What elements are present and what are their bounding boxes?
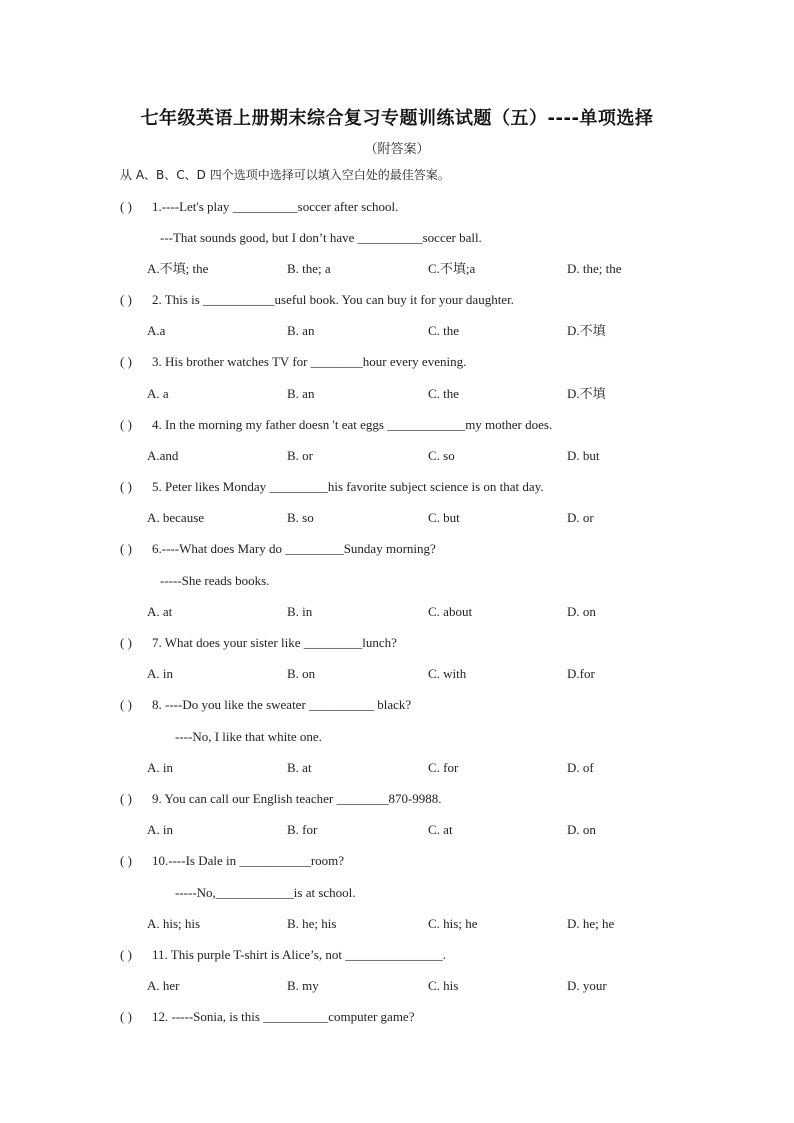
question-stem: 11. This purple T-shirt is Alice’s, not _______________. [152, 947, 446, 962]
page-subtitle: （附答案） [364, 142, 430, 157]
question-stem: 12. -----Sonia, is this __________computer game? [152, 1009, 415, 1024]
question-stem: 1.----Let's play __________soccer after school. [152, 199, 399, 214]
option-a: A.and [147, 448, 179, 463]
dialogue-text: ----No, I like that white one. [175, 729, 322, 744]
option-b: B. an [287, 323, 315, 338]
option-d: D.for [567, 666, 595, 681]
option-c: C.不填;a [428, 261, 476, 276]
answer-blank: ( ) [120, 417, 132, 432]
answer-blank: ( ) [120, 1009, 132, 1024]
answer-blank: ( ) [120, 697, 132, 712]
option-d: D. on [567, 604, 596, 619]
option-d: D. or [567, 510, 594, 525]
option-c: C. at [428, 822, 453, 837]
option-a: A.不填; the [147, 261, 209, 276]
option-a: A. his; his [147, 916, 201, 931]
option-b: B. for [287, 822, 318, 837]
option-a: A. at [147, 604, 173, 619]
option-d: D.不填 [567, 386, 606, 401]
question-stem: 4. In the morning my father doesn 't eat eggs ____________my mother does. [152, 417, 553, 432]
answer-blank: ( ) [120, 292, 132, 307]
question-stem: 2. This is ___________useful book. You can buy it for your daughter. [152, 292, 514, 307]
option-c: C. with [428, 666, 467, 681]
option-d: D. but [567, 448, 600, 463]
dialogue-text: ---That sounds good, but I don’t have __________soccer ball. [160, 230, 482, 245]
answer-blank: ( ) [120, 791, 132, 806]
option-a: A.a [147, 323, 166, 338]
option-a: A. in [147, 666, 173, 681]
question-stem: 8. ----Do you like the sweater __________ black? [152, 697, 412, 712]
option-a: A. in [147, 822, 173, 837]
answer-blank: ( ) [120, 635, 132, 650]
option-b: B. so [287, 510, 314, 525]
answer-blank: ( ) [120, 479, 132, 494]
question-stem: 7. What does your sister like _________lunch? [152, 635, 397, 650]
option-d: D.不填 [567, 323, 606, 338]
question-stem: 6.----What does Mary do _________Sunday morning? [152, 541, 436, 556]
question-stem: 3. His brother watches TV for ________hour every evening. [152, 354, 467, 369]
answer-blank: ( ) [120, 947, 132, 962]
option-b: B. at [287, 760, 312, 775]
option-c: C. about [428, 604, 473, 619]
option-a: A. a [147, 386, 169, 401]
option-a: A. in [147, 760, 173, 775]
option-d: D. your [567, 978, 607, 993]
option-c: C. the [428, 323, 460, 338]
question-stem: 10.----Is Dale in ___________room? [152, 853, 345, 868]
option-d: D. of [567, 760, 594, 775]
option-a: A. because [147, 510, 205, 525]
answer-blank: ( ) [120, 541, 132, 556]
instructions: 从 A、B、C、D 四个选项中选择可以填入空白处的最佳答案。 [120, 168, 450, 182]
answer-blank: ( ) [120, 853, 132, 868]
option-b: B. the; a [287, 261, 331, 276]
question-stem: 9. You can call our English teacher ________870-9988. [152, 791, 442, 806]
option-b: B. an [287, 386, 315, 401]
option-d: D. the; the [567, 261, 622, 276]
option-d: D. he; he [567, 916, 615, 931]
option-c: C. the [428, 386, 460, 401]
page-title: 七年级英语上册期末综合复习专题训练试题（五）----单项选择 [140, 108, 654, 129]
option-c: C. for [428, 760, 459, 775]
question-stem: 5. Peter likes Monday _________his favorite subject science is on that day. [152, 479, 544, 494]
option-b: B. he; his [287, 916, 337, 931]
option-d: D. on [567, 822, 596, 837]
option-c: C. but [428, 510, 460, 525]
dialogue-text: -----No,____________is at school. [175, 885, 356, 900]
option-b: B. on [287, 666, 316, 681]
option-c: C. his; he [428, 916, 478, 931]
option-b: B. in [287, 604, 313, 619]
answer-blank: ( ) [120, 354, 132, 369]
answer-blank: ( ) [120, 199, 132, 214]
option-b: B. my [287, 978, 319, 993]
option-c: C. so [428, 448, 455, 463]
option-a: A. her [147, 978, 180, 993]
option-c: C. his [428, 978, 459, 993]
option-b: B. or [287, 448, 313, 463]
dialogue-text: -----She reads books. [160, 573, 270, 588]
